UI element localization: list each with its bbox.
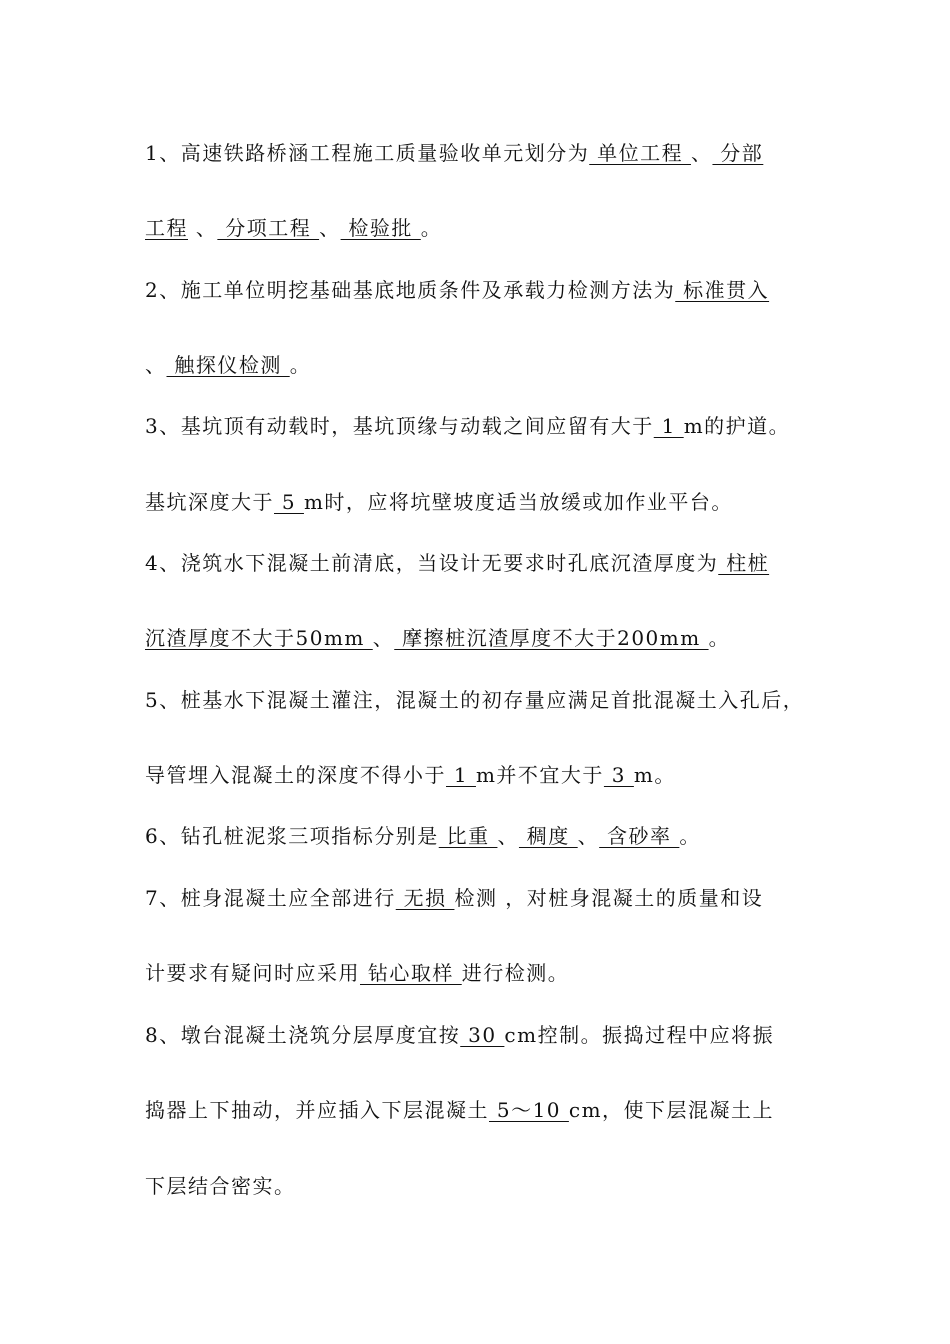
text: 2、施工单位明挖基础基底地质条件及承载力检测方法为 — [145, 278, 676, 302]
text: cm控制。振捣过程中应将振 — [504, 1023, 775, 1047]
question-3-line-2 — [145, 488, 825, 516]
text: 、 — [690, 141, 713, 165]
answer-blank: 分部 — [712, 141, 764, 165]
answer-blank: 1 — [653, 414, 684, 438]
question-8-line-3 — [145, 1172, 825, 1200]
answer-blank: 工程 — [145, 216, 188, 240]
text: 。 — [420, 216, 443, 240]
text: 进行检测。 — [461, 961, 570, 985]
text: 下层结合密实。 — [145, 1174, 296, 1198]
answer-blank: 稠度 — [518, 824, 578, 848]
text: 7、桩身混凝土应全部进行 — [145, 886, 396, 910]
answer-blank: 无损 — [395, 886, 455, 910]
question-1-line-1 — [145, 139, 825, 167]
question-1-line-2 — [145, 214, 825, 242]
question-2-line-1 — [145, 276, 825, 304]
text: 6、钻孔桩泥浆三项指标分别是 — [145, 824, 439, 848]
question-5-line-1 — [145, 686, 825, 714]
answer-blank: 沉渣厚度不大于50mm — [145, 626, 373, 650]
answer-blank: 30 — [460, 1023, 505, 1047]
text: 捣器上下抽动，并应插入下层混凝土 — [145, 1098, 489, 1122]
text: 、 — [372, 626, 395, 650]
question-2-line-2 — [145, 351, 825, 379]
answer-blank: 标准贯入 — [675, 278, 770, 302]
text: 、 — [145, 353, 167, 377]
text: 8、墩台混凝土浇筑分层厚度宜按 — [145, 1023, 461, 1047]
answer-blank: 钻心取样 — [360, 961, 462, 985]
question-4-line-1 — [145, 549, 825, 577]
question-4-line-2 — [145, 624, 825, 652]
text: 。 — [289, 353, 312, 377]
text: cm，使下层混凝土上 — [568, 1098, 775, 1122]
question-5-line-2 — [145, 761, 825, 789]
text: m并不宜大于 — [475, 763, 604, 787]
text: m时，应将坑壁坡度适当放缓或加作业平台。 — [303, 490, 733, 514]
answer-blank: 分项工程 — [217, 216, 320, 240]
question-7-line-1 — [145, 884, 825, 912]
answer-blank: 单位工程 — [589, 141, 691, 165]
question-8-line-1 — [145, 1021, 825, 1049]
text: 。 — [708, 626, 731, 650]
answer-blank: 5 — [274, 490, 304, 514]
answer-blank: 3 — [603, 763, 634, 787]
answer-blank: 柱桩 — [718, 551, 770, 575]
question-7-line-2 — [145, 959, 825, 987]
text: 基坑深度大于 — [145, 490, 274, 514]
answer-blank: 1 — [446, 763, 476, 787]
answer-blank: 比重 — [438, 824, 498, 848]
answer-blank: 检验批 — [340, 216, 421, 240]
text: 检测 ，对桩身混凝土的质量和设 — [454, 886, 764, 910]
question-8-line-2 — [145, 1096, 825, 1124]
answer-blank: 摩擦桩沉渣厚度不大于200mm — [394, 626, 709, 650]
text: 、 — [319, 216, 341, 240]
text: 5、桩基水下混凝土灌注，混凝土的初存量应满足首批混凝土入孔后， — [145, 688, 805, 712]
text: 。 — [679, 824, 701, 848]
question-6-line-1 — [145, 822, 825, 850]
question-3-line-1 — [145, 412, 825, 440]
text: 1、高速铁路桥涵工程施工质量验收单元划分为 — [145, 141, 590, 165]
text: 、 — [577, 824, 600, 848]
answer-blank: 触探仪检测 — [166, 353, 290, 377]
text: 计要求有疑问时应采用 — [145, 961, 360, 985]
answer-blank: 5～10 — [489, 1098, 569, 1122]
text: 导管埋入混凝土的深度不得小于 — [145, 763, 446, 787]
answer-blank: 含砂率 — [599, 824, 680, 848]
text: 4、浇筑水下混凝土前清底，当设计无要求时孔底沉渣厚度为 — [145, 551, 719, 575]
text: 、 — [497, 824, 519, 848]
text: 3、基坑顶有动载时，基坑顶缘与动载之间应留有大于 — [145, 414, 654, 438]
text: m。 — [633, 763, 676, 787]
text: m的护道。 — [683, 414, 791, 438]
text: 、 — [188, 216, 218, 240]
